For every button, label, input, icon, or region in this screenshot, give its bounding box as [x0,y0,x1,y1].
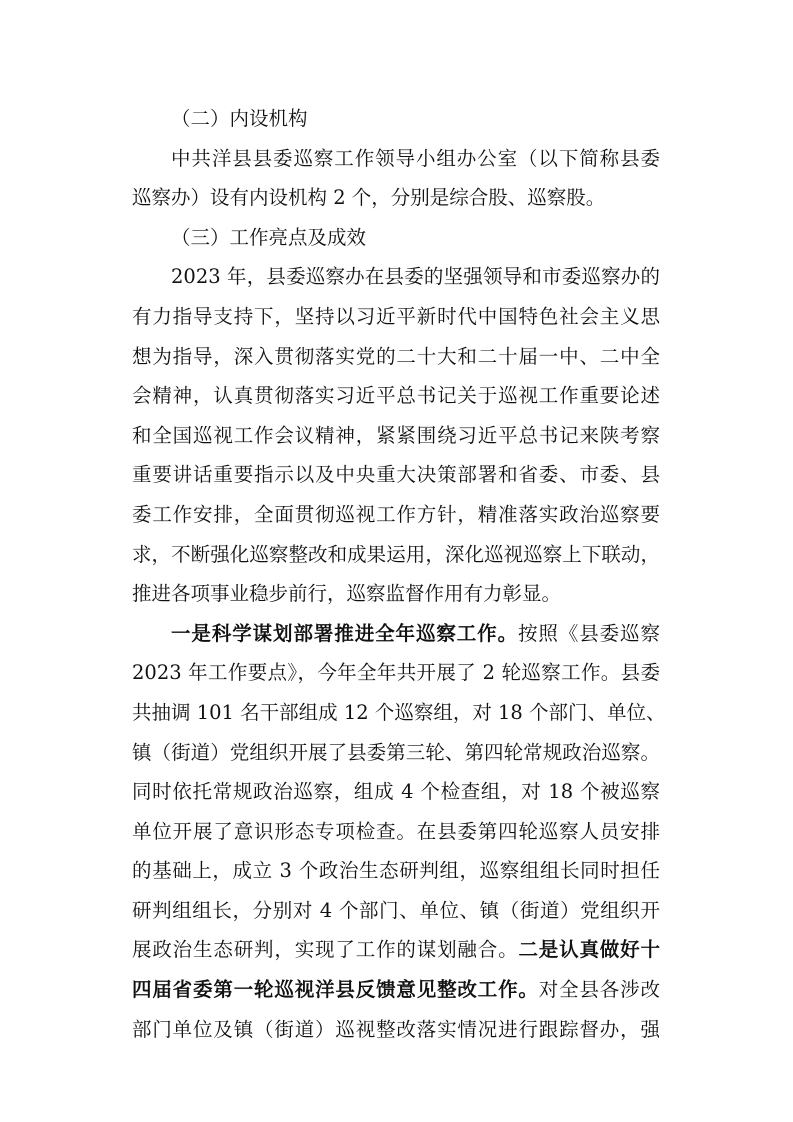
document-body [132,99,666,1049]
paragraph-line: 推进各项事业稳步前行，巡察监督作用有力彰显。 [132,582,562,606]
paragraph-line: 重要讲话重要指示以及中央重大决策部署和省委、市委、县 [132,463,660,487]
paragraph-line: 会精神，认真贯彻落实习近平总书记关于巡视工作重要论述 [132,384,660,408]
paragraph-line-mixed [132,930,660,970]
paragraph-line: 研判组组长，分别对 4 个部门、单位、镇（街道）党组织开 [132,898,660,922]
paragraph-line: 同时依托常规政治巡察，组成 4 个检查组，对 18 个被巡察 [132,780,660,804]
section-heading-internal-structure: （二）内设机构 [171,107,308,130]
paragraph-line: 求，不断强化巡察整改和成果运用，深化巡视巡察上下联动， [132,542,660,566]
paragraph-line: 的基础上，成立 3 个政治生态研判组，巡察组组长同时担任 [132,859,660,883]
paragraph-line: 部门单位及镇（街道）巡视整改落实情况进行跟踪督办，强 [132,1017,660,1041]
paragraph-line-point-one [132,614,660,654]
lead-tail: 按照《县委巡察 [518,621,660,645]
paragraph-line: 有力指导支持下，坚持以习近平新时代中国特色社会主义思 [132,304,660,328]
paragraph-line: 共抽调 101 名干部组成 12 个巡察组，对 18 个部门、单位、 [132,700,666,724]
paragraph-line: 单位开展了意识形态专项检查。在县委第四轮巡察人员安排 [132,819,660,843]
paragraph-line: 镇（街道）党组织开展了县委第三轮、第四轮常规政治巡察。 [132,740,660,764]
section-heading-highlights: （三）工作亮点及成效 [171,225,367,249]
tail-point-two: 对全县各涉改 [538,978,660,1002]
paragraph-line: 委工作安排，全面贯彻巡视工作方针，精准落实政治巡察要 [132,502,660,526]
paragraph-line: 巡察办）设有内设机构 2 个，分别是综合股、巡察股。 [132,186,606,210]
paragraph-line: 2023 年，县委巡察办在县委的坚强领导和市委巡察办的 [171,265,660,289]
closing-plain-point-one: 展政治生态研判，实现了工作的谋划融合。 [132,938,519,962]
paragraph-line: 想为指导，深入贯彻落实党的二十大和二十届一中、二中全 [132,344,660,368]
bold-lead-point-one: 一是科学谋划部署推进全年巡察工作。 [171,621,518,645]
paragraph-line: 和全国巡视工作会议精神，紧紧围绕习近平总书记来陕考察 [132,423,660,447]
paragraph-line-mixed [132,970,660,1010]
paragraph-line: 2023 年工作要点》，今年全年共开展了 2 轮巡察工作。县委 [132,661,660,685]
bold-lead-point-two: 二是认真做好十 [518,938,660,962]
bold-lead-point-two-cont: 四届省委第一轮巡视洋县反馈意见整改工作。 [132,978,539,1002]
paragraph-line: 中共洋县县委巡察工作领导小组办公室（以下简称县委 [171,146,660,170]
